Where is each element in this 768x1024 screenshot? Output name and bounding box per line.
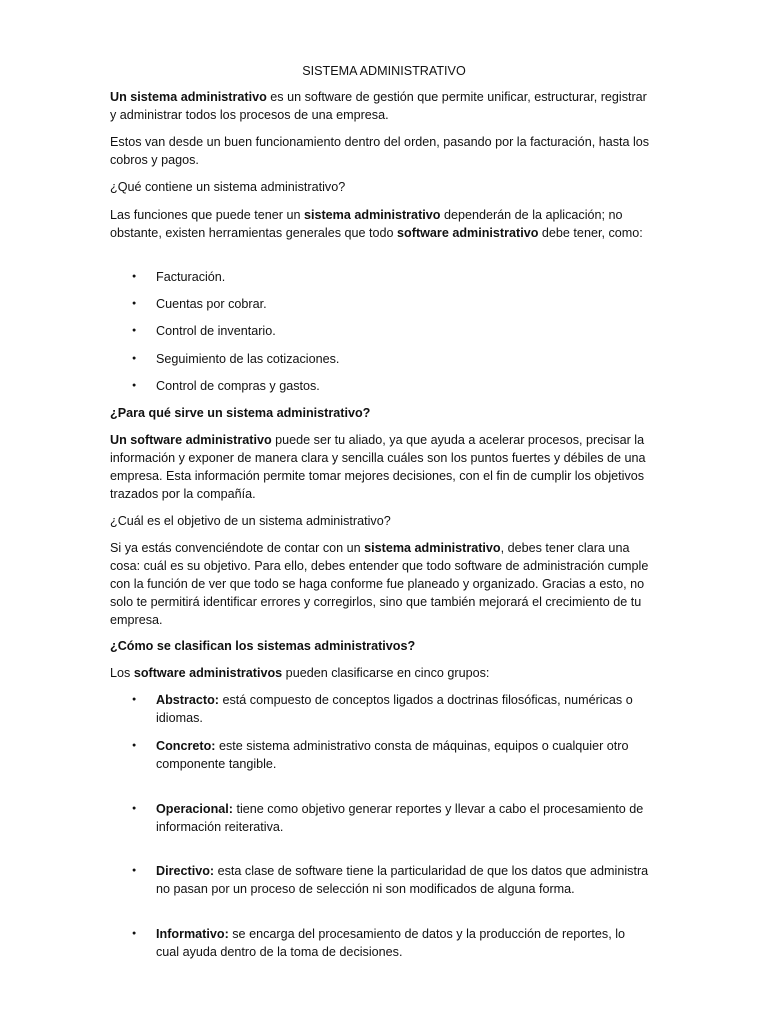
list-item-text	[156, 691, 650, 727]
list-item-text: Facturación.	[156, 270, 226, 284]
description: este sistema administrativo consta de máquinas, equipos o cualquier otro componente tangible.	[156, 739, 629, 771]
functions-strong-1: sistema administrativo	[303, 208, 441, 222]
question-classification: ¿Cómo se clasifican los sistemas administrativos?	[110, 639, 416, 653]
list-item-text: Control de compras y gastos.	[156, 379, 320, 393]
list-item	[130, 800, 650, 836]
list-item-text: Cuentas por cobrar.	[156, 297, 267, 311]
classification-text-a: Los	[110, 666, 134, 680]
objective-strong: sistema administrativo	[364, 541, 501, 555]
term: Directivo:	[156, 864, 215, 878]
term: Abstracto:	[156, 693, 219, 707]
description: se encarga del procesamiento de datos y la producción de reportes, lo cual ayuda dentro de la toma de decisiones.	[156, 927, 626, 959]
list-item	[130, 691, 650, 727]
list-item-text: Control de inventario.	[156, 324, 276, 338]
list-item-text	[156, 862, 650, 898]
question-contents: ¿Qué contiene un sistema administrativo?	[110, 180, 346, 194]
functions-strong-2: software administrativo	[397, 226, 539, 240]
range-paragraph: Estos van desde un buen funcionamiento dentro del orden, pasando por la facturación, hasta los cobros y pagos.	[110, 135, 650, 167]
term: Informativo:	[156, 927, 229, 941]
purpose-rest: puede ser tu aliado, ya que ayuda a acelerar procesos, precisar la información y exponer de manera clara y sencilla cuáles son los puntos fuertes y débiles de una empresa. Esta información permite tomar mejores decisiones, con el fin de cumplir los objetivos trazados por la compañía.	[110, 433, 646, 501]
list-item	[130, 350, 650, 368]
description: tiene como objetivo generar reportes y llevar a cabo el procesamiento de información reiterativa.	[156, 802, 644, 834]
intro-strong: Un sistema administrativo	[110, 90, 267, 104]
description: está compuesto de conceptos ligados a doctrinas filosóficas, numéricas o idiomas.	[156, 693, 633, 725]
list-item	[130, 322, 650, 340]
list-item	[130, 377, 650, 395]
document-title: SISTEMA ADMINISTRATIVO	[302, 64, 466, 78]
functions-text-c: debe tener, como:	[538, 226, 643, 240]
list-item	[130, 862, 650, 898]
intro-paragraph	[110, 88, 650, 124]
functions-paragraph	[110, 206, 650, 242]
functions-text-a: Las funciones que puede tener un	[110, 208, 304, 222]
objective-text-a: Si ya estás convenciéndote de contar con un	[110, 541, 365, 555]
purpose-strong: Un software administrativo	[110, 433, 272, 447]
purpose-paragraph	[110, 431, 650, 503]
classification-strong: software administrativos	[133, 666, 283, 680]
term: Operacional:	[156, 802, 233, 816]
classification-text-b: pueden clasificarse en cinco grupos:	[282, 666, 490, 680]
list-item	[130, 268, 650, 286]
description: esta clase de software tiene la particularidad de que los datos que administra no pasan por un proceso de selección ni son modificados de alguna forma.	[156, 864, 649, 896]
question-purpose: ¿Para qué sirve un sistema administrativo?	[110, 406, 371, 420]
list-item-text: Seguimiento de las cotizaciones.	[156, 352, 340, 366]
objective-text-b: , debes tener clara una cosa: cuál es su objetivo. Para ello, debes entender que todo software de administración cumple con la función de ver que todo se haga conforme fue planeado y organizado. Gracias a esto, no solo te permitirá identificar errores y corregirlos, sino que también mejorará el crecimiento de tu empresa.	[110, 541, 649, 627]
classification-paragraph	[110, 664, 650, 682]
intro-rest: es un software de gestión que permite unificar, estructurar, registrar y administrar todos los procesos de una empresa.	[110, 90, 647, 122]
question-objective: ¿Cuál es el objetivo de un sistema administrativo?	[110, 514, 391, 528]
list-item-text	[156, 800, 650, 836]
objective-paragraph	[110, 539, 650, 629]
list-item-text	[156, 737, 650, 773]
list-item	[130, 295, 650, 313]
term: Concreto:	[156, 739, 216, 753]
list-item-text	[156, 925, 650, 961]
list-item	[130, 925, 650, 961]
list-item	[130, 737, 650, 773]
functions-text-b: dependerán de la aplicación; no obstante, existen herramientas generales que todo	[110, 208, 623, 240]
